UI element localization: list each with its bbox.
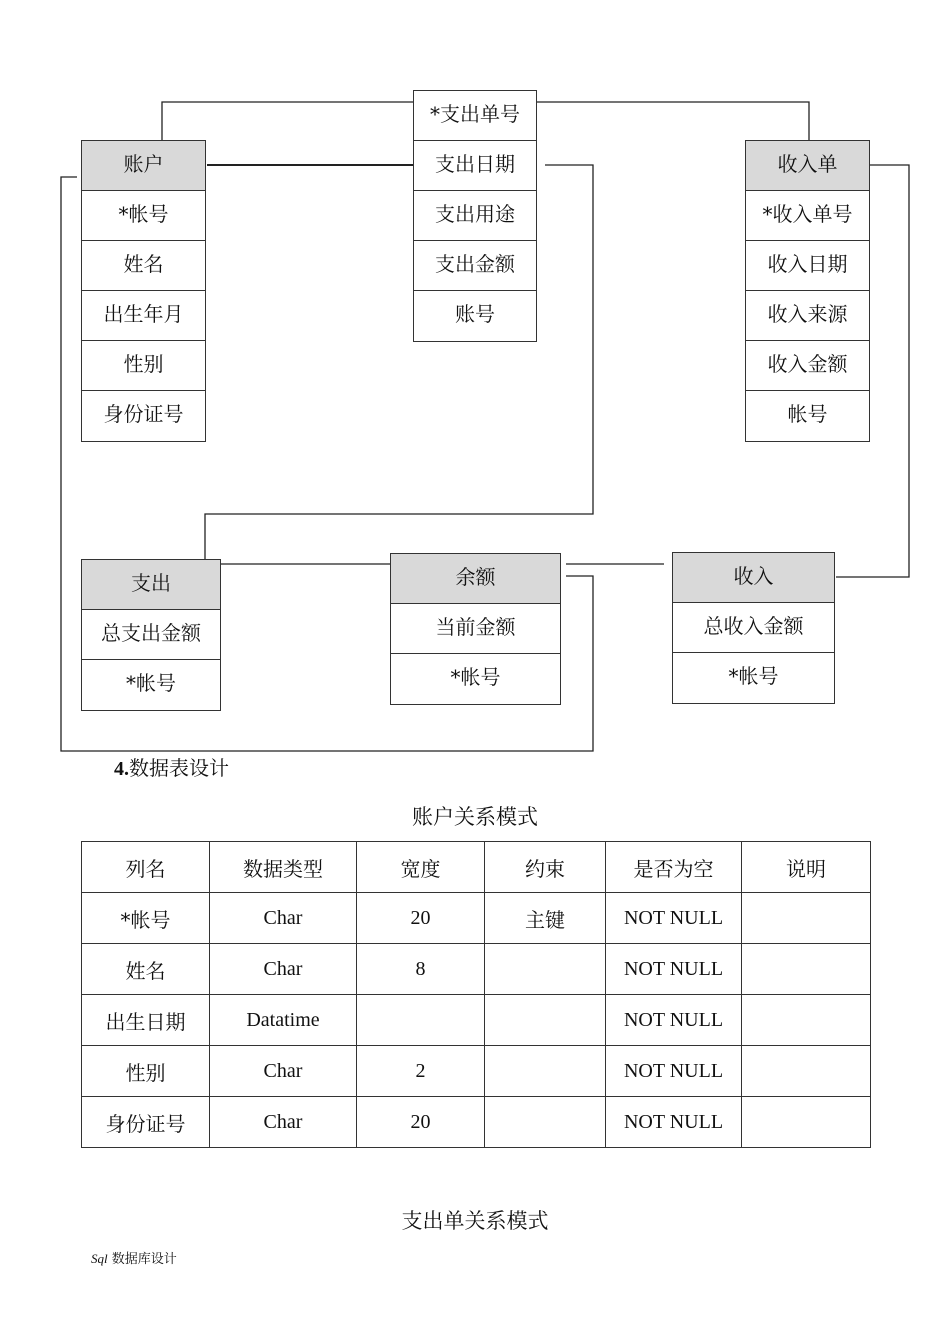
- table-cell: [485, 995, 606, 1046]
- entity-field: 总收入金额: [673, 603, 834, 653]
- expense-bill-table-caption: 支出单关系模式: [401, 1209, 549, 1233]
- entity-field: 出生年月: [82, 291, 205, 341]
- entity-field: 总支出金额: [82, 610, 220, 660]
- entity-field: 支出日期: [414, 141, 536, 191]
- table-cell: [742, 893, 871, 944]
- entity-field: *帐号: [728, 664, 779, 688]
- account-table-caption: 账户关系模式: [412, 805, 538, 829]
- entity-balance-header: 余额: [391, 554, 560, 604]
- table-cell: [742, 1097, 871, 1148]
- column-header: 是否为空: [606, 842, 742, 893]
- table-cell: 性别: [82, 1046, 210, 1097]
- column-header: 列名: [82, 842, 210, 893]
- entity-income-bill-header: 收入单: [746, 141, 869, 191]
- table-header-row: [82, 842, 871, 893]
- entity-field: *帐号: [82, 191, 205, 241]
- table-cell: 8: [357, 944, 485, 995]
- table-cell: Datatime: [210, 995, 357, 1046]
- entity-field: *支出单号: [414, 91, 536, 141]
- table-cell: Char: [210, 1046, 357, 1097]
- column-header: 宽度: [357, 842, 485, 893]
- entity-field: 收入日期: [746, 241, 869, 291]
- section-heading: [114, 752, 229, 781]
- entity-field: 当前金额: [391, 604, 560, 654]
- entity-field: 身份证号: [103, 402, 184, 426]
- table-cell: 身份证号: [82, 1097, 210, 1148]
- table-cell: 出生日期: [82, 995, 210, 1046]
- column-header: 数据类型: [210, 842, 357, 893]
- table-cell: NOT NULL: [606, 995, 742, 1046]
- entity-field: 收入金额: [746, 341, 869, 391]
- entity-field: 支出金额: [414, 241, 536, 291]
- table-cell: 20: [357, 893, 485, 944]
- table-row: [82, 1097, 871, 1148]
- table-cell: [742, 944, 871, 995]
- entity-field: *帐号: [126, 671, 176, 695]
- table-cell: Char: [210, 944, 357, 995]
- entity-field: 帐号: [787, 402, 828, 426]
- section-number: 4.: [114, 758, 129, 780]
- table-cell: [485, 1097, 606, 1148]
- entity-field: 账号: [455, 302, 495, 326]
- entity-field: 支出用途: [414, 191, 536, 241]
- entity-expense: [81, 559, 221, 711]
- table-row: [82, 995, 871, 1046]
- table-cell: [357, 995, 485, 1046]
- table-row: [82, 1046, 871, 1097]
- table-cell: Char: [210, 893, 357, 944]
- page-footer: [91, 1248, 177, 1267]
- table-cell: 姓名: [82, 944, 210, 995]
- column-header: 说明: [742, 842, 871, 893]
- table-cell: NOT NULL: [606, 893, 742, 944]
- entity-field: *收入单号: [746, 191, 869, 241]
- table-cell: [485, 1046, 606, 1097]
- entity-account: [81, 140, 206, 442]
- entity-field: 收入来源: [746, 291, 869, 341]
- entity-expense-bill: [413, 90, 537, 342]
- entity-account-header: 账户: [82, 141, 205, 191]
- entity-field: 姓名: [82, 241, 205, 291]
- entity-balance: [390, 553, 561, 705]
- table-cell: [742, 1046, 871, 1097]
- entity-field: 性别: [82, 341, 205, 391]
- account-relation-table: [81, 841, 871, 1148]
- table-cell: NOT NULL: [606, 944, 742, 995]
- table-row: [82, 893, 871, 944]
- entity-field: *帐号: [450, 665, 501, 689]
- table-cell: NOT NULL: [606, 1046, 742, 1097]
- table-cell: NOT NULL: [606, 1097, 742, 1148]
- table-cell: Char: [210, 1097, 357, 1148]
- table-cell: *帐号: [82, 893, 210, 944]
- table-cell: [485, 944, 606, 995]
- footer-text: 数据库设计: [107, 1252, 177, 1267]
- column-header: 约束: [485, 842, 606, 893]
- table-cell: [742, 995, 871, 1046]
- entity-income: [672, 552, 835, 704]
- table-cell: 2: [357, 1046, 485, 1097]
- table-cell: 主键: [485, 893, 606, 944]
- section-title: 数据表设计: [129, 756, 229, 780]
- table-cell: 20: [357, 1097, 485, 1148]
- entity-income-bill: [745, 140, 870, 442]
- table-row: [82, 944, 871, 995]
- footer-italic: Sql: [91, 1251, 108, 1266]
- entity-income-header: 收入: [673, 553, 834, 603]
- entity-expense-header: 支出: [82, 560, 220, 610]
